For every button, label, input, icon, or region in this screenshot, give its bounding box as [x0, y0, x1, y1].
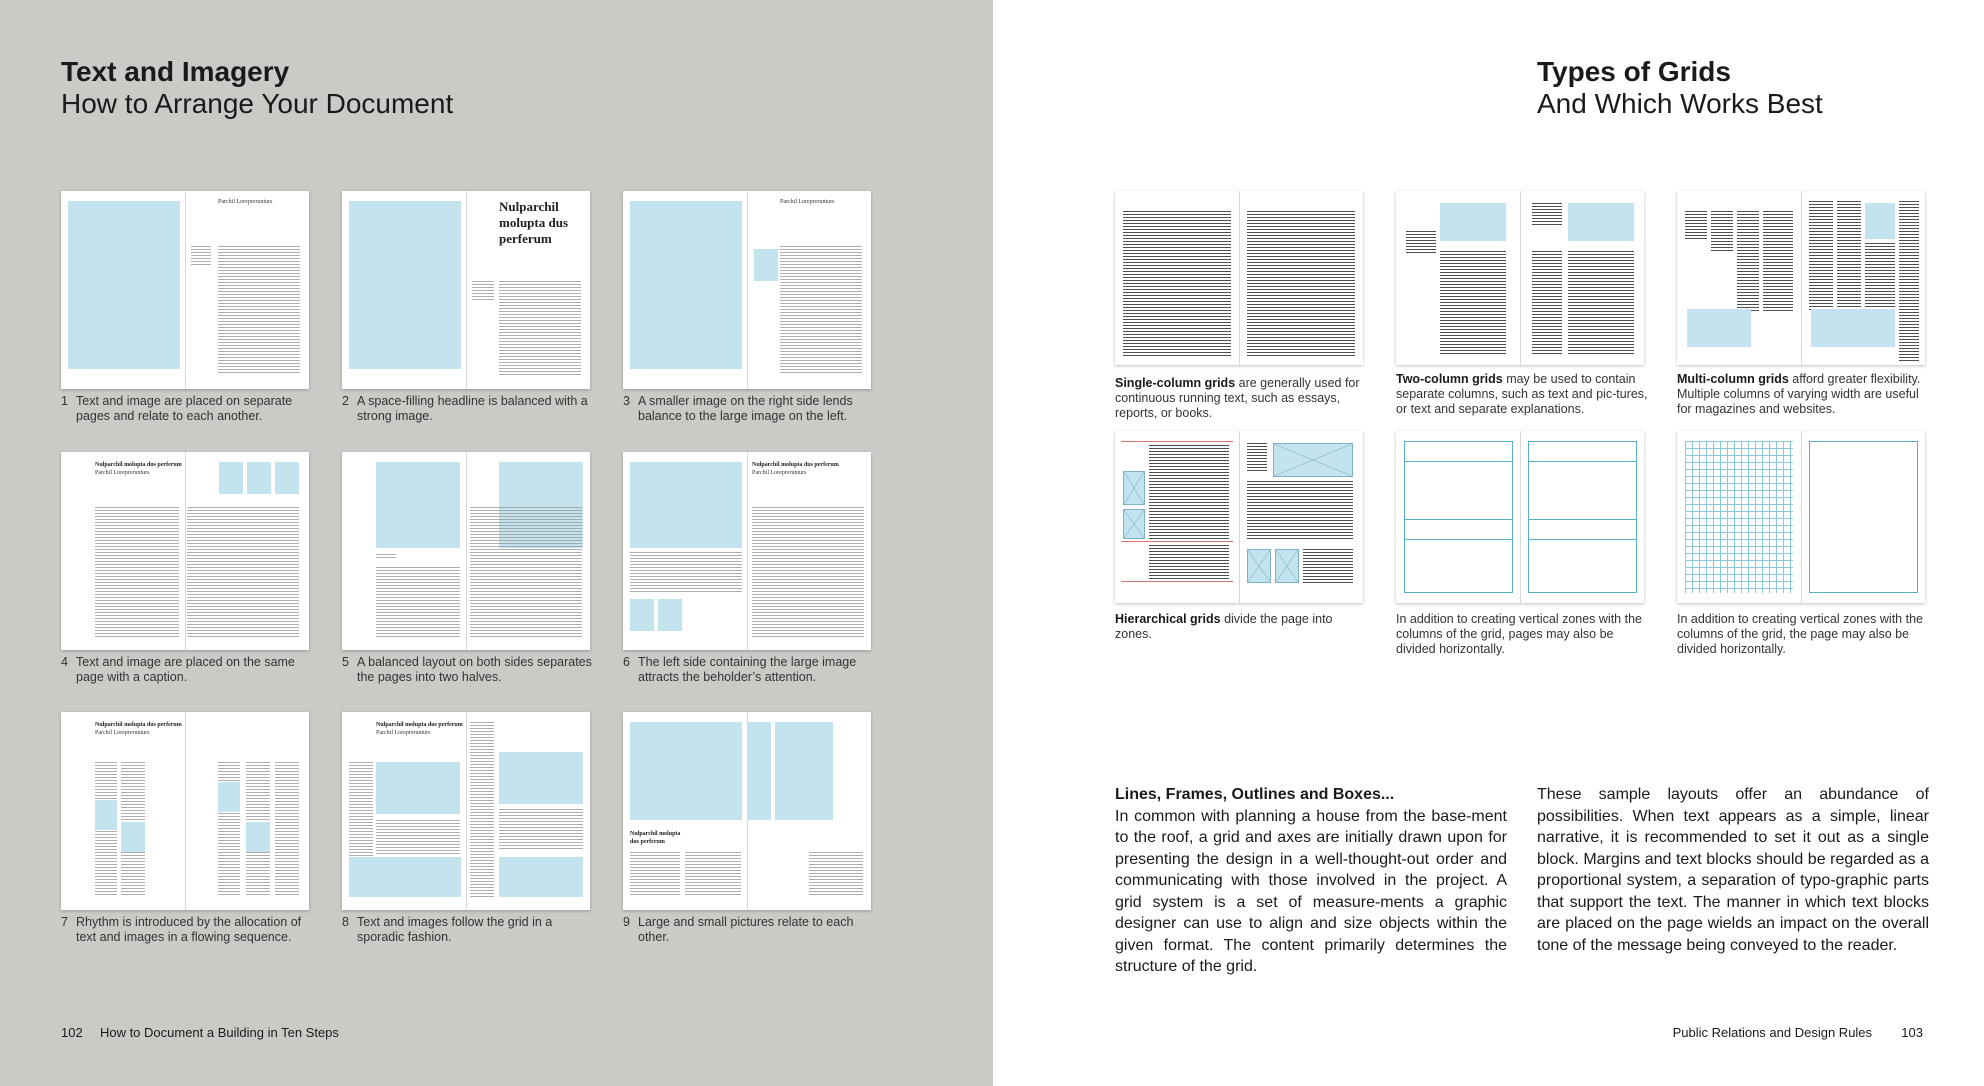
spread-headline: Nulparchil molupta dus perferum [95, 722, 182, 728]
sample-spread-3 [623, 191, 871, 389]
caption-two-column: Two-column grids may be used to contain separate columns, such as text and pic-tures, or text and separate explanations. [1396, 372, 1648, 416]
caption-2: 2 A space-filling headline is balanced with a strong image. [342, 394, 588, 423]
right-page-title: Types of Grids [1537, 56, 1731, 87]
running-head: Parchil Loreprerunturs [752, 470, 807, 476]
grid-rows-sample [1396, 431, 1644, 603]
body-heading: Lines, Frames, Outlines and Boxes... [1115, 786, 1395, 803]
caption-hierarchical: Hierarchical grids divide the page into zones. [1115, 612, 1333, 641]
grid-single-column-sample [1115, 191, 1363, 365]
left-heading [61, 56, 453, 120]
left-footer-section: How to Document a Building in Ten Steps [99, 1025, 339, 1040]
spread-headline: Nulparchil molupta dus perferum [499, 199, 568, 246]
running-head: Parchil Loreprerunturs [218, 199, 273, 205]
caption-3: 3 A smaller image on the right side lends balance to the large image on the left. [623, 394, 853, 423]
caption-5: 5 A balanced layout on both sides separates the pages into two halves. [342, 655, 592, 684]
caption-1: 1 Text and image are placed on separate pages and relate to each another. [61, 394, 293, 423]
body-column-1 [1115, 784, 1507, 978]
left-page-subtitle: How to Arrange Your Document [61, 88, 454, 119]
spread-headline: Nulparchil molupta dus perferum [630, 831, 681, 845]
grid-modular-sample [1677, 431, 1925, 603]
sample-spread-9 [623, 712, 871, 910]
spread-small-image [754, 249, 778, 281]
right-page [993, 0, 1984, 1086]
sample-spread-2 [342, 191, 590, 389]
running-head: Parchil Loreprerunturs [95, 470, 150, 476]
grid-multi-column-sample [1677, 191, 1925, 365]
caption-6: 6 The left side containing the large image attracts the beholder’s attention. [623, 655, 857, 684]
sample-spread-7 [61, 712, 309, 910]
caption-modular: In addition to creating vertical zones with the columns of the grid, the page may also be divided horizontally. [1677, 612, 1923, 656]
sample-spread-6 [623, 452, 871, 650]
left-footer [61, 1025, 339, 1040]
running-head: Parchil Loreprerunturs [376, 730, 431, 736]
spread-headline: Nulparchil molupta dus perferum [752, 462, 839, 468]
caption-multi-column: Multi-column grids afford greater flexibility. Multiple columns of varying width are useful for magazines and websites. [1677, 372, 1921, 416]
right-page-subtitle: And Which Works Best [1537, 88, 1823, 119]
right-footer [1673, 1025, 1923, 1040]
right-footer-section: Public Relations and Design Rules [1672, 1025, 1873, 1040]
spread-image [68, 201, 180, 369]
grid-two-column-sample [1396, 191, 1644, 365]
caption-rows: In addition to creating vertical zones with the columns of the grid, pages may also be divided horizontally. [1396, 612, 1642, 656]
running-head: Parchil Loreprerunturs [780, 199, 835, 205]
spread-headline: Nulparchil molupta dus perferum [376, 722, 463, 728]
left-page-number: 102 [61, 1025, 83, 1040]
spread-image [349, 201, 461, 369]
right-heading [1537, 56, 1823, 120]
spread-image [630, 201, 742, 369]
right-page-number: 103 [1901, 1025, 1923, 1040]
body-column-2 [1537, 784, 1929, 956]
grid-hierarchical-sample [1115, 431, 1363, 603]
sample-spread-5 [342, 452, 590, 650]
caption-single-column: Single-column grids are generally used for continuous running text, such as essays, reports, or books. [1115, 376, 1360, 420]
running-head: Parchil Loreprerunturs [95, 730, 150, 736]
caption-4: 4 Text and image are placed on the same page with a caption. [61, 655, 295, 684]
caption-8: 8 Text and images follow the grid in a sporadic fashion. [342, 915, 553, 944]
sample-spread-8 [342, 712, 590, 910]
spread-headline: Nulparchil molupta dus perferum [95, 462, 182, 468]
body-paragraph-2: These sample layouts offer an abundance of possibilities. When text appears as a simple, linear narrative, it is recommended to set it out as a single block. Margins and text blocks should be regarded as a proportional system, a separation of typo-graphic parts that support the text. The manner in which text blocks are placed on the page wields an impact on the overall tone of the message being conveyed to the reader. [1537, 786, 1929, 954]
caption-7: 7 Rhythm is introduced by the allocation of text and images in a flowing sequence. [61, 915, 302, 944]
left-page-title: Text and Imagery [61, 56, 290, 87]
caption-9: 9 Large and small pictures relate to each other. [623, 915, 854, 944]
sample-spread-4 [61, 452, 309, 650]
body-paragraph-1: In common with planning a house from the base-ment to the roof, a grid and axes are initially drawn upon for presenting the design in a well-thought-out order and communicating with those involved in the project. A grid system is a set of measure-ments a graphic designer can use to align and size objects within the given format. The content primarily determines the structure of the grid. [1115, 807, 1507, 975]
sample-spread-1 [61, 191, 309, 389]
